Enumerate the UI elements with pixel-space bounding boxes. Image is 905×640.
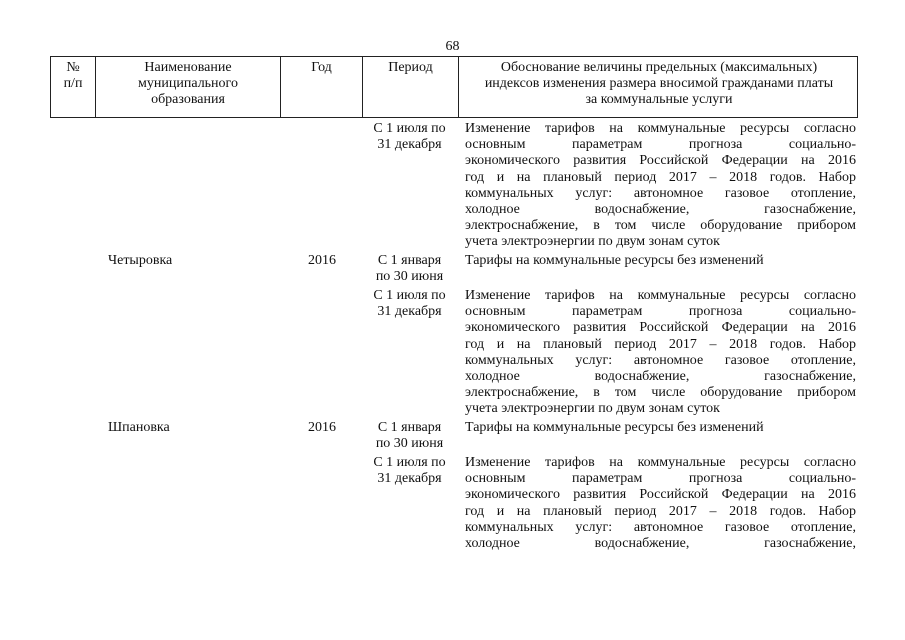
header-text: Период — [388, 60, 433, 75]
period-cell — [362, 420, 457, 452]
justification-cell — [465, 253, 856, 269]
period-cell — [362, 455, 457, 487]
justification-line: электроснабжение, в том числе оборудование прибором — [465, 218, 856, 234]
period-line: по 30 июня — [375, 436, 444, 452]
justification-line: основным параметрам прогноза социально- — [465, 471, 856, 487]
justification-line: Тарифы на коммунальные ресурсы без изменений — [465, 420, 764, 436]
period-line: С 1 июля по — [373, 455, 446, 470]
justification-line: холодное водоснабжение, газоснабжение, — [465, 535, 856, 551]
justification-line: экономического развития Российской Федерации на 2016 — [465, 487, 856, 503]
header-col-period — [362, 57, 458, 117]
justification-line: год и на плановый период 2017 – 2018 годов. Набор — [465, 169, 856, 185]
table-header — [50, 56, 858, 118]
period-line: по 30 июня — [375, 269, 444, 285]
period-line: 31 декабря — [377, 137, 442, 153]
header-text: № — [66, 60, 80, 75]
justification-line: год и на плановый период 2017 – 2018 годов. Набор — [465, 503, 856, 519]
municipality-name: Четыровка — [108, 253, 173, 269]
header-col-municipality — [95, 57, 280, 117]
municipality-name: Шпановка — [108, 420, 170, 436]
justification-cell — [465, 455, 856, 552]
header-text: за коммунальные услуги — [585, 92, 733, 107]
justification-line: Тарифы на коммунальные ресурсы без изменений — [465, 253, 764, 269]
period-cell — [362, 288, 457, 320]
justification-line: Изменение тарифов на коммунальные ресурсы согласно — [465, 288, 856, 303]
justification-line: учета электроэнергии по двум зонам суток — [465, 234, 720, 250]
period-line: С 1 июля по — [373, 121, 446, 136]
header-text: муниципального — [138, 76, 238, 91]
period-cell — [362, 121, 457, 153]
period-cell — [362, 253, 457, 285]
justification-line: электроснабжение, в том числе оборудование прибором — [465, 385, 856, 401]
header-text: п/п — [63, 76, 83, 91]
period-line: С 1 января — [377, 420, 442, 436]
header-text: индексов изменения размера вносимой гражданами платы — [484, 76, 834, 91]
justification-line: коммунальных услуг: автономное газовое отопление, — [465, 519, 856, 535]
justification-line: учета электроэнергии по двум зонам суток — [465, 401, 720, 417]
justification-line: экономического развития Российской Федерации на 2016 — [465, 320, 856, 336]
justification-line: основным параметрам прогноза социально- — [465, 137, 856, 153]
justification-line: Изменение тарифов на коммунальные ресурсы согласно — [465, 455, 856, 470]
justification-cell — [465, 288, 856, 418]
header-text: Наименование — [144, 60, 232, 75]
justification-cell — [465, 121, 856, 251]
period-line: 31 декабря — [377, 304, 442, 320]
header-text: Год — [311, 60, 332, 75]
justification-line: год и на плановый период 2017 – 2018 годов. Набор — [465, 336, 856, 352]
justification-line: коммунальных услуг: автономное газовое отопление, — [465, 185, 856, 201]
header-text: Обоснование величины предельных (максимальных) — [500, 60, 818, 75]
period-line: С 1 января — [377, 253, 442, 269]
header-col-year — [280, 57, 362, 117]
header-col-justification — [458, 57, 859, 117]
justification-line: холодное водоснабжение, газоснабжение, — [465, 201, 856, 217]
justification-cell — [465, 420, 856, 436]
page-number: 68 — [445, 39, 460, 54]
header-col-number — [51, 57, 95, 117]
year-value: 2016 — [308, 253, 336, 269]
justification-line: экономического развития Российской Федерации на 2016 — [465, 153, 856, 169]
year-value: 2016 — [308, 420, 336, 436]
justification-line: Изменение тарифов на коммунальные ресурсы согласно — [465, 121, 856, 136]
justification-line: холодное водоснабжение, газоснабжение, — [465, 368, 856, 384]
period-line: 31 декабря — [377, 471, 442, 487]
header-text: образования — [151, 92, 225, 107]
justification-line: основным параметрам прогноза социально- — [465, 304, 856, 320]
justification-line: коммунальных услуг: автономное газовое отопление, — [465, 352, 856, 368]
period-line: С 1 июля по — [373, 288, 446, 303]
